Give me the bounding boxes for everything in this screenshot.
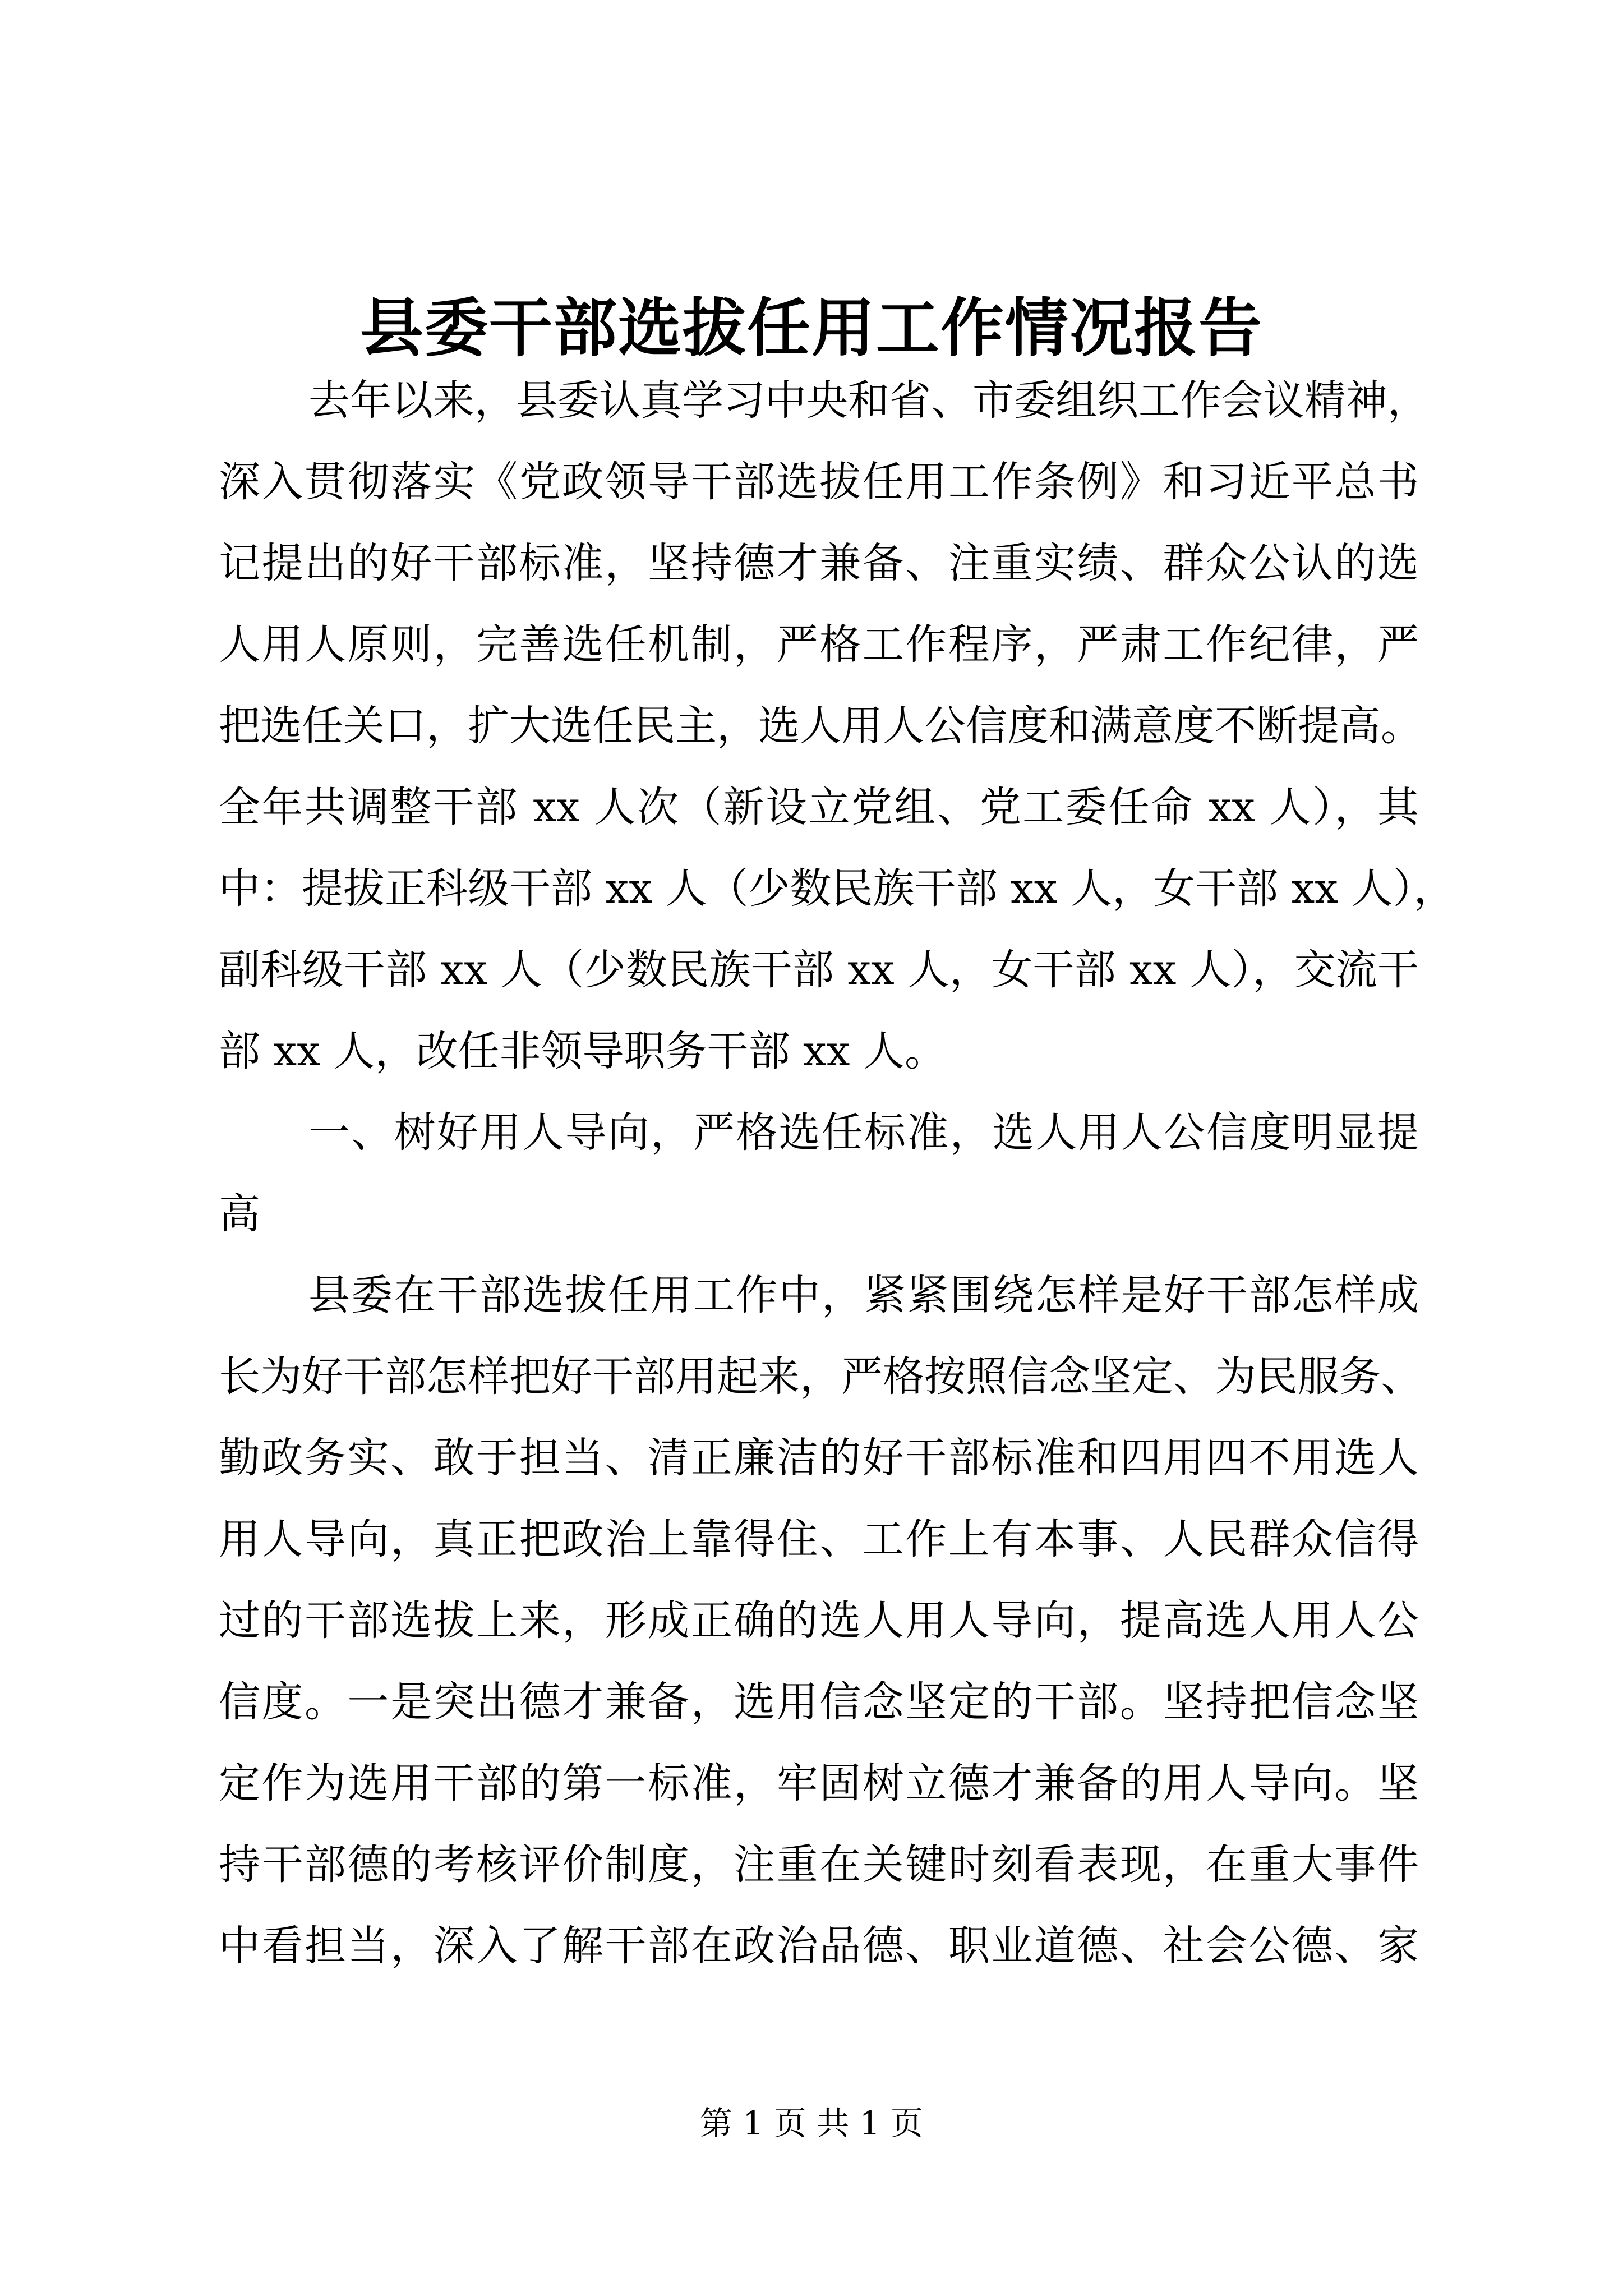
body-line: 中：提拔正科级干部 xx 人（少数民族干部 xx 人，女干部 xx 人），: [219, 864, 1455, 913]
body-line: 过的干部选拔上来，形成正确的选人用人导向，提高选人用人公: [219, 1596, 1419, 1645]
body-line: 高: [219, 1190, 260, 1238]
body-line: 全年共调整干部 xx 人次（新设立党组、党工委任命 xx 人），其: [219, 783, 1419, 831]
body-line: 信度。一是突出德才兼备，选用信念坚定的干部。坚持把信念坚: [219, 1678, 1419, 1726]
body-line: 部 xx 人，改任非领导职务干部 xx 人。: [219, 1027, 947, 1075]
body-line: 人用人原则，完善选任机制，严格工作程序，严肃工作纪律，严: [219, 620, 1419, 669]
body-line: 定作为选用干部的第一标准，牢固树立德才兼备的用人导向。坚: [219, 1759, 1419, 1807]
page-footer: 第 1 页 共 1 页: [700, 2104, 923, 2142]
body-line: 去年以来，县委认真学习中央和省、市委组织工作会议精神，: [308, 376, 1429, 425]
body-line: 副科级干部 xx 人（少数民族干部 xx 人，女干部 xx 人），交流干: [219, 946, 1419, 994]
body-line: 长为好干部怎样把好干部用起来，严格按照信念坚定、为民服务、: [219, 1352, 1422, 1401]
body-line: 一、树好用人导向，严格选任标准，选人用人公信度明显提: [308, 1108, 1419, 1157]
body-line: 县委在干部选拔任用工作中，紧紧围绕怎样是好干部怎样成: [308, 1271, 1419, 1319]
body-line: 把选任关口，扩大选任民主，选人用人公信度和满意度不断提高。: [219, 702, 1422, 750]
body-line: 勤政务实、敢于担当、清正廉洁的好干部标准和四用四不用选人: [219, 1434, 1419, 1482]
body-line: 中看担当，深入了解干部在政治品德、职业道德、社会公德、家: [219, 1922, 1419, 1970]
body-line: 记提出的好干部标准，坚持德才兼备、注重实绩、群众公认的选: [219, 539, 1419, 587]
body-line: 深入贯彻落实《党政领导干部选拔任用工作条例》和习近平总书: [219, 458, 1419, 506]
document-title: 县委干部选拔任用工作情况报告: [360, 291, 1263, 365]
body-line: 用人导向，真正把政治上靠得住、工作上有本事、人民群众信得: [219, 1515, 1419, 1563]
body-line: 持干部德的考核评价制度，注重在关键时刻看表现，在重大事件: [219, 1841, 1419, 1889]
